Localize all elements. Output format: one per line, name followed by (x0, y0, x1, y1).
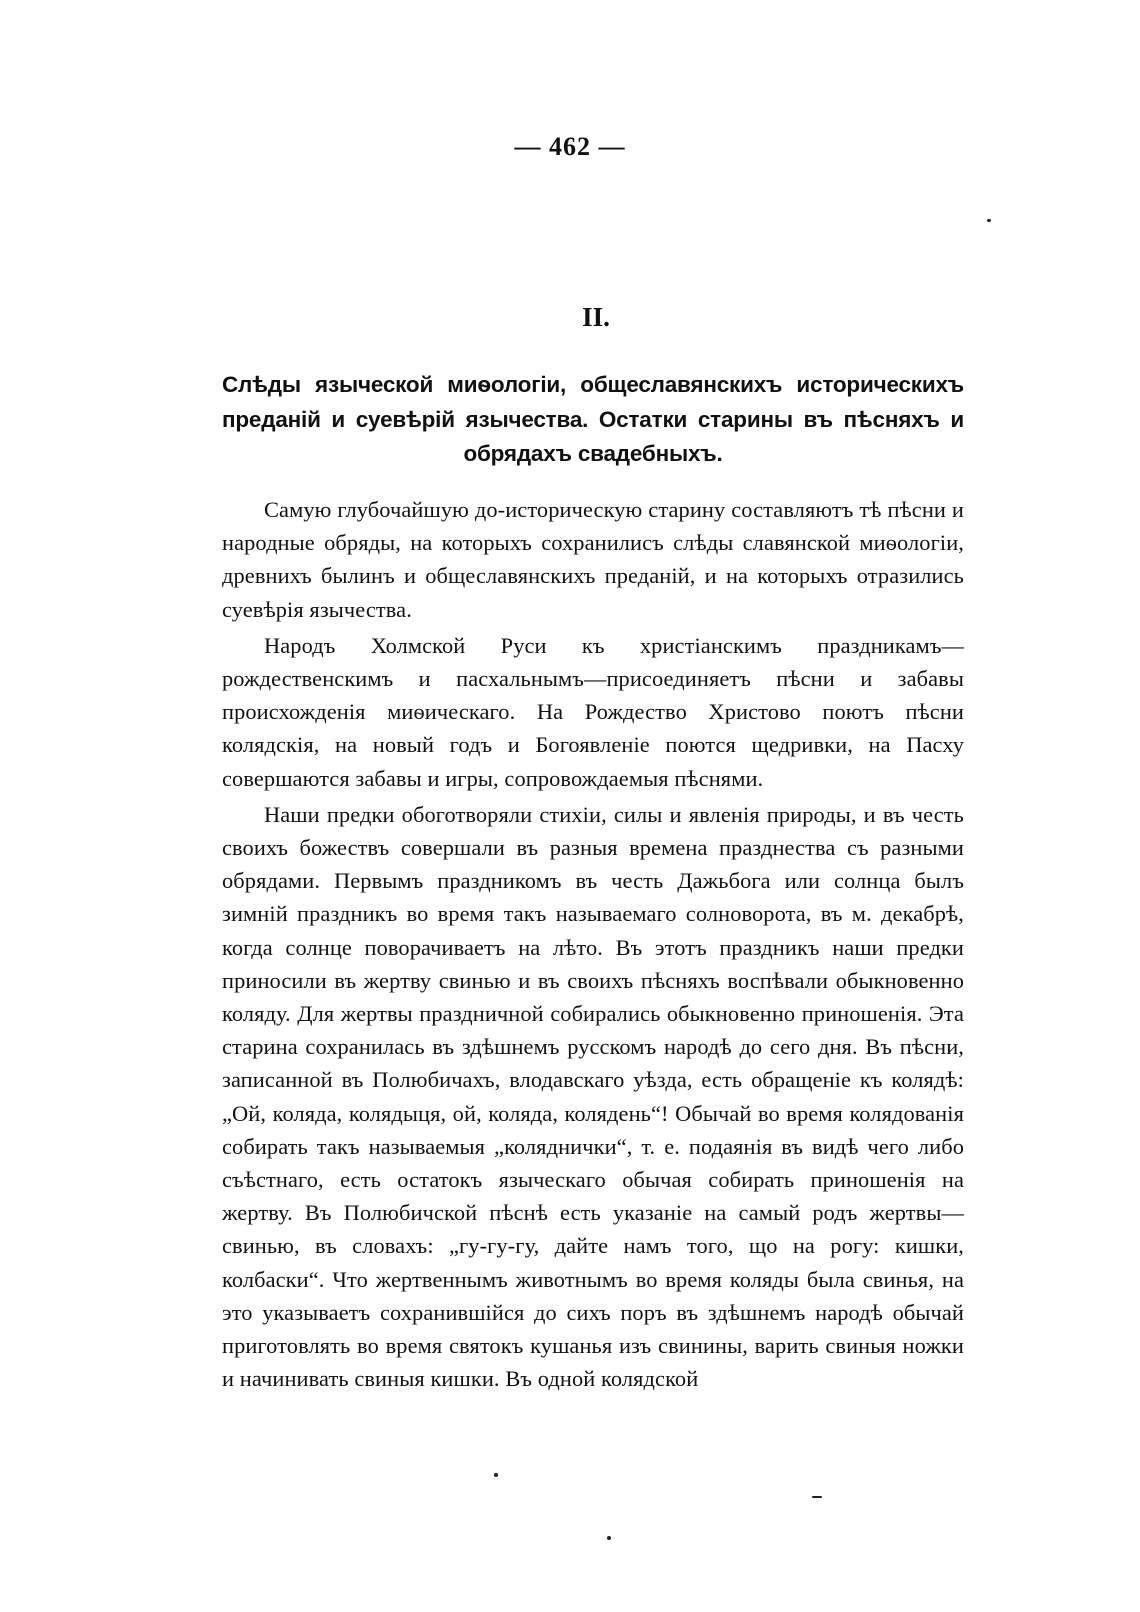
body-text (222, 493, 964, 1395)
paragraph-1: Самую глубочайшую до-историческую старину составляютъ тѣ пѣсни и народные обряды, на которыхъ сохранилисъ слѣды славянской миѳологіи, древнихъ былинъ и общеславянскихъ преданій, и на которыхъ отразились суевѣрія язычества. (222, 497, 964, 622)
page-number: — 462 — (514, 132, 626, 161)
scan-speck (812, 1496, 822, 1498)
section-numeral: II. (582, 302, 610, 332)
scan-speck (494, 1473, 498, 1477)
scan-speck (987, 219, 991, 222)
paragraph-2: Народъ Холмской Руси къ христіанскимъ праздникамъ—рождественскимъ и пасхальнымъ—присоединяетъ пѣсни и забавы происхожденія миѳическаго. На Рождество Христово поютъ пѣсни колядскія, на новый годъ и Богоявленіе поются щедривки, на Пасху совершаются забавы и игры, сопровождаемыя пѣснями. (222, 632, 964, 791)
section-title: Слѣды языческой миѳологіи, общеславянскихъ историческихъ преданій и суевѣрій язычества. Остатки старины въ пѣсняхъ и обрядахъ свадебныхъ. (222, 372, 964, 466)
paragraph-3: Наши предки обоготворяли стихіи, силы и явленія природы, и въ честь своихъ божествъ совершали въ разныя времена празднества съ разными обрядами. Первымъ праздникомъ въ честь Дажьбога или солнца былъ зимній праздникъ во время такъ называемаго солноворота, въ м. декабрѣ, когда солнце поворачиваетъ на лѣто. Въ этотъ праздникъ наши предки приносили въ жертву свинью и въ своихъ пѣсняхъ воспѣвали обыкновенно коляду. Для жертвы праздничной собирались обыкновенно приношенія. Эта старина сохранилась въ здѣшнемъ русскомъ народѣ до сего дня. Въ пѣсни, записанной въ Полюбичахъ, влодавскаго уѣзда, есть обращеніе къ колядѣ: „Ой, коляда, колядыця, ой, коляда, колядень“! Обычай во время колядованія собирать такъ называемыя „коляднички“, т. е. подаянія въ видѣ чего либо съѣстнаго, есть остатокъ языческаго обычая собирать приношенія на жертву. Въ Полюбичской пѣснѣ есть указаніе на самый родъ жертвы—свинью, въ словахъ: „гу-гу-гу, дайте намъ того, що на рогу: кишки, колбаски“. Что жертвеннымъ животнымъ во время коляды была свинья, на это указываетъ сохранившійся до сихъ поръ въ здѣшнемъ народѣ обычай приготовлять во время святокъ кушанья изъ свинины, варить свиныя ножки и начинивать свиныя кишки. Въ одной колядской (222, 801, 964, 1392)
scan-speck (607, 1536, 611, 1540)
